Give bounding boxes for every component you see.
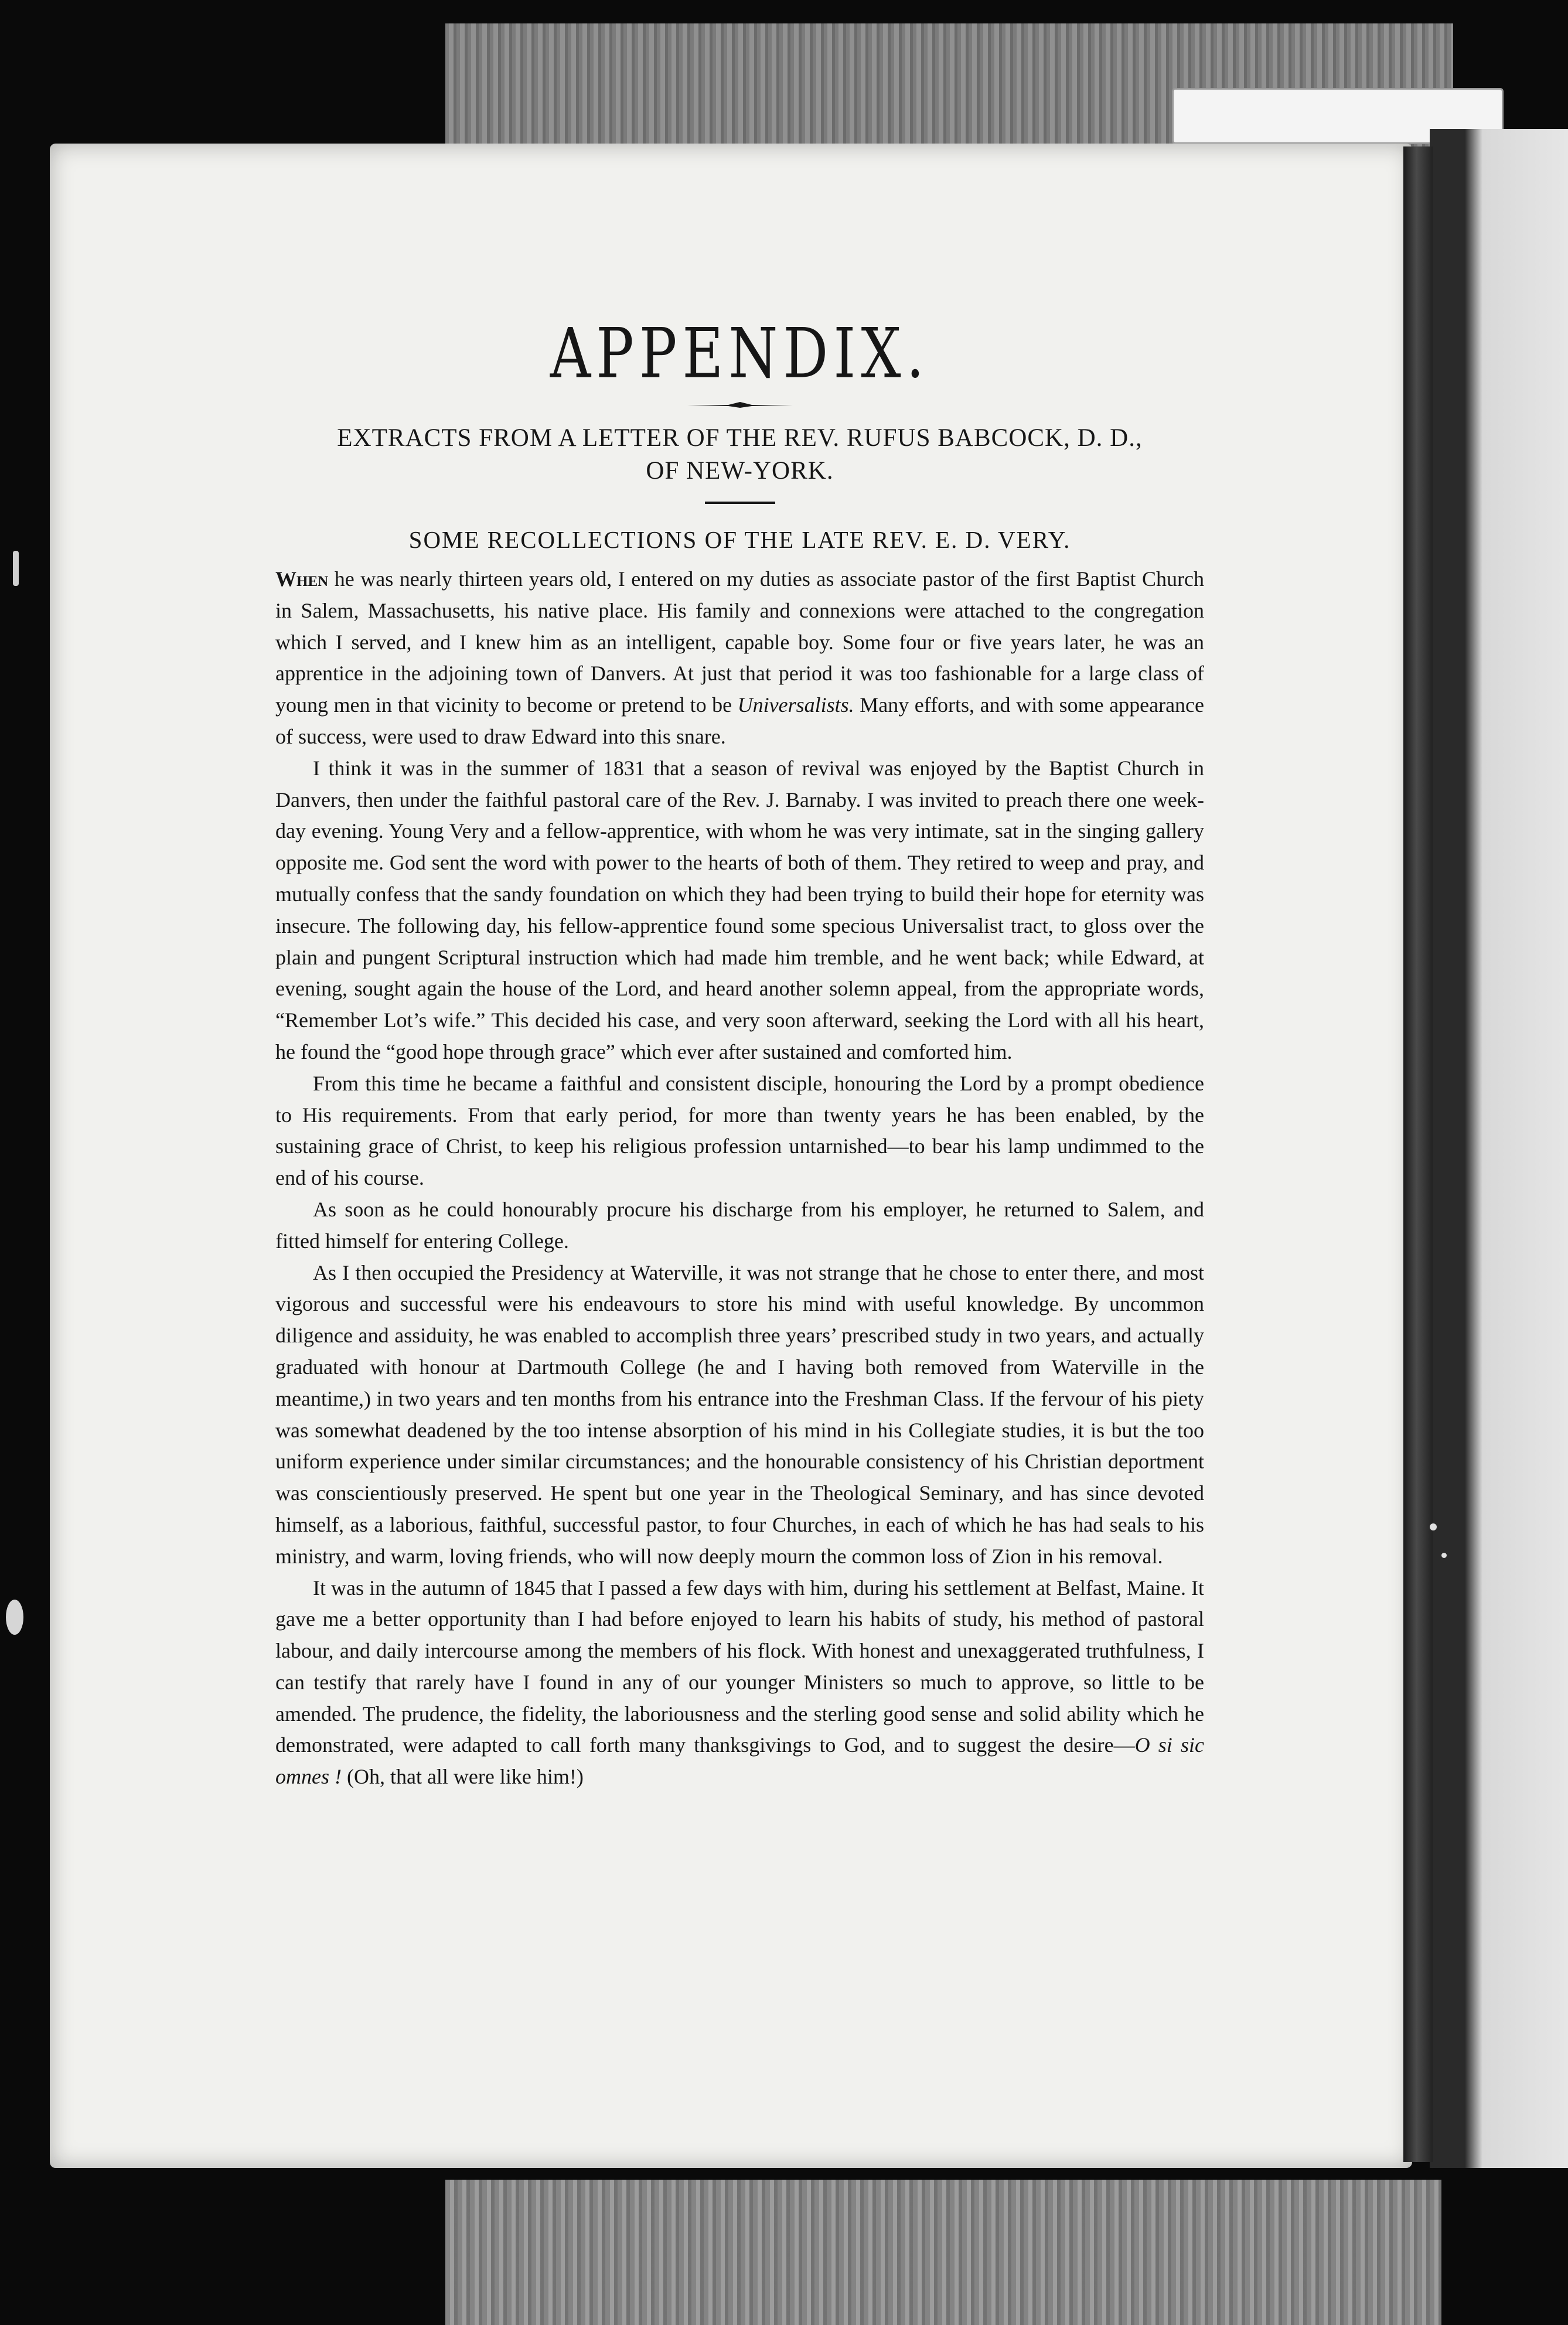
page-title: APPENDIX. [550,313,930,394]
section-title: SOME RECOLLECTIONS OF THE LATE REV. E. D. VERY. [408,526,1071,553]
paragraph-1-lead: When [275,567,329,591]
paragraph-3: From this time he became a faithful and consistent disciple, honouring the Lord by a prompt obedience to His requirements. From that early period, for more than twenty years he has been enabled, by the sustaining grace of Christ, to keep his religious profession untarnished—to bear his lamp undimmed to the end of his course. [275,1071,1204,1190]
paragraph-4: As soon as he could honourably procure his discharge from his employer, he returned to Salem, and fitted himself for entering College. [275,1197,1204,1253]
paragraph-6 [275,1573,1204,1794]
paragraph-1-text: he was nearly thirteen years old, I entered on my duties as associate pastor of the first Baptist Church in Salem, Massachusetts, his native place. His family and connexions were attached to the congregation which I served, and I knew him as an intelligent, capable boy. Some four or five years later, he was an apprentice in the adjoining town of Danvers. At just that period it was too fashionable for a large class of young men in that vicinity to become or pretend to be [275,567,1204,717]
film-speck [1430,1523,1437,1530]
film-speck [1441,1553,1447,1558]
subheading-line-2: OF NEW-YORK. [646,457,834,485]
film-speck [13,551,19,586]
paragraph-6-text: It was in the autumn of 1845 that I passed a few days with him, during his settlement at Belfast, Maine. It gave me a better opportunity than I had before enjoyed to learn his habits of study, his method of pastoral labour, and daily intercourse among the members of his flock. With honest and unexaggerated truthfulness, I can testify that rarely have I found in any of our younger Ministers so much to approve, so little to be amended. The prudence, the fidelity, the laboriousness and the sterling good sense and solid ability which he demonstrated, were adapted to call forth many thanksgivings to God, and to suggest the desire— [275,1576,1204,1757]
paragraph-6-emphasis: O si sic omnes ! [275,1733,1204,1789]
divider-rule [705,502,775,504]
paragraph-2: I think it was in the summer of 1831 that a season of revival was enjoyed by the Baptist Church in Danvers, then under the faithful pastoral care of the Rev. J. Barnaby. I was invited to preach there one week-day evening. Young Very and a fellow-apprentice, with whom he was very intimate, sat in the singing gallery opposite me. God sent the word with power to the hearts of both of them. They retired to weep and pray, and mutually confess that the sandy foundation on which they had been trying to build their hope for eternity was insecure. The following day, his fellow-apprentice found some specious Universalist tract, to gloss over the plain and pungent Scriptural instruction which had made him tremble, and he went back; while Edward, at evening, sought again the house of the Lord, and heard another solemn appeal, from the appropriate words, “Remember Lot’s wife.” This decided his case, and very soon afterward, seeking the Lord with all his heart, he found the “good hope through grace” which ever after sustained and comforted him. [275,756,1204,1063]
page-content [275,313,1205,1793]
subheading [275,422,1204,488]
body-text [275,564,1204,1793]
subheading-line-1: EXTRACTS FROM A LETTER OF THE REV. RUFUS BABCOCK, D. D., [337,424,1143,452]
microfilm-border-bottom [445,2180,1441,2325]
paragraph-5: As I then occupied the Presidency at Waterville, it was not strange that he chose to enter there, and most vigorous and successful were his endeavours to store his mind with useful knowledge. By uncommon diligence and assiduity, he was enabled to accomplish three years’ prescribed study in two years, and actually graduated with honour at Dartmouth College (he and I having both removed from Waterville in the meantime,) in two years and ten months from his entrance into the Freshman Class. If the fervour of his piety was somewhat deadened by the too intense absorption of his mind in his Collegiate studies, it is but the too uniform experience under similar circumstances; and the honourable consistency of his Christian deportment was conscientiously preserved. He spent but one year in the Theological Seminary, and has since devoted himself, as a laborious, faithful, successful pastor, to four Churches, in each of which he has had seals to his ministry, and warm, loving friends, who will now deeply mourn the common loss of Zion in his removal. [275,1260,1204,1568]
adjacent-page-edge [1430,129,1568,2168]
paragraph-1-tail: Many efforts, and with some appearance of success, were used to draw Edward into this snare. [275,693,1205,748]
ornament-divider-icon [687,401,793,409]
paragraph-1 [275,564,1204,753]
film-speck [6,1600,23,1635]
paragraph-1-emphasis: Universalists. [737,693,854,717]
book-spine [1403,146,1433,2162]
paragraph-6-tail: (Oh, that all were like him!) [341,1765,584,1789]
